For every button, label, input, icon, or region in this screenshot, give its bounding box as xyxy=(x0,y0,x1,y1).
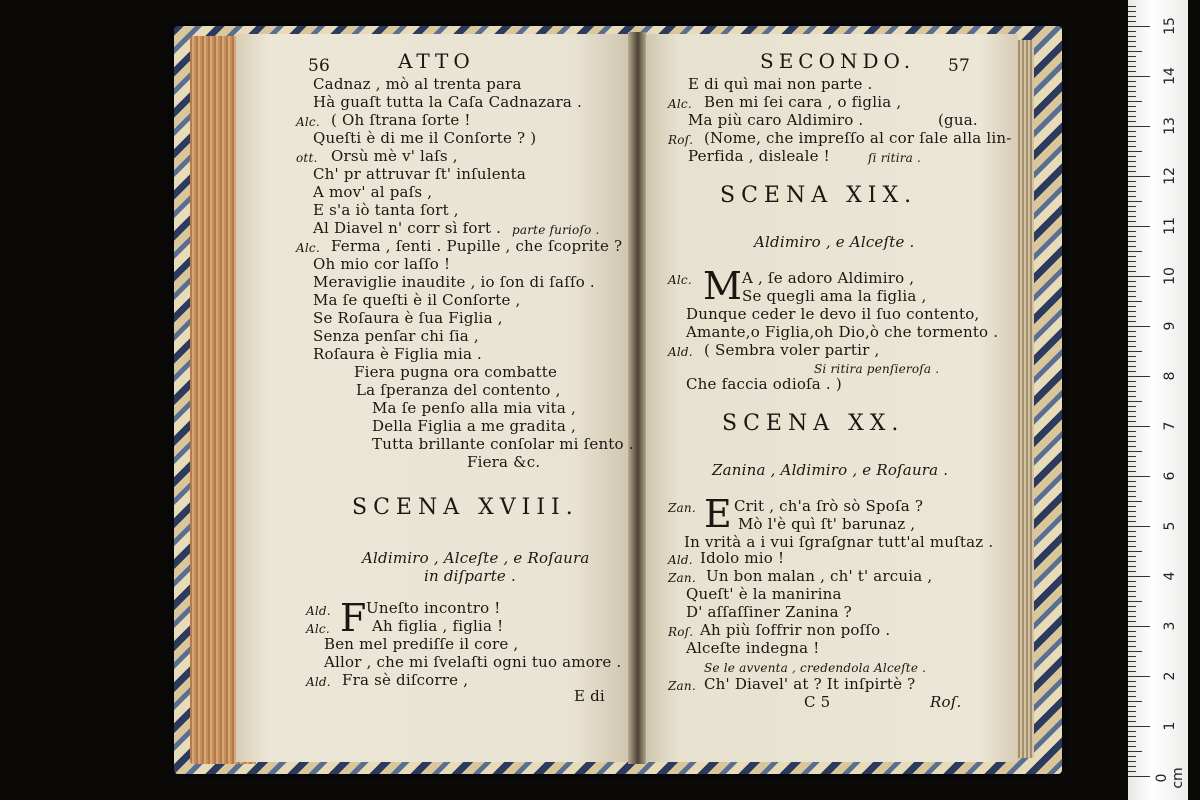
ruler-tick xyxy=(1128,516,1136,517)
ruler-tick xyxy=(1128,261,1136,262)
ruler-tick xyxy=(1128,226,1150,227)
ruler-tick xyxy=(1128,521,1136,522)
ruler-tick xyxy=(1128,641,1136,642)
text-line: Ah più ſoffrir non poſſo . xyxy=(700,621,891,639)
text-line: E di quì mai non parte . xyxy=(688,75,873,93)
ruler-tick xyxy=(1128,146,1136,147)
ruler-tick xyxy=(1128,156,1136,157)
text-line: Ferma , ſenti . Pupille , che ſcoprite ? xyxy=(331,237,623,255)
speaker-label: Zan. xyxy=(668,501,696,515)
ruler-tick xyxy=(1128,661,1136,662)
ruler-tick xyxy=(1128,596,1136,597)
speaker-label: Alc. xyxy=(296,115,320,129)
speaker-label: Ald. xyxy=(668,553,693,567)
drop-cap: M xyxy=(703,264,742,308)
ruler-tick xyxy=(1128,501,1142,502)
speaker-label: Alc. xyxy=(668,273,692,287)
ruler-tick xyxy=(1128,16,1136,17)
ruler-tick xyxy=(1128,531,1136,532)
right-running-head: SECONDO. xyxy=(760,49,916,73)
text-line: Ben mi ſei cara , o figlia , xyxy=(704,93,902,111)
text-line: Ben mel prediſſe il core , xyxy=(324,635,519,653)
ruler-tick xyxy=(1128,221,1136,222)
text-line: Senza penſar chi ſia , xyxy=(313,327,479,345)
text-line: Hà guaſt tutta la Caſa Cadnazara . xyxy=(313,93,582,111)
ruler-tick xyxy=(1128,136,1136,137)
ruler-tick xyxy=(1128,361,1136,362)
ruler-tick xyxy=(1128,741,1136,742)
ruler-tick xyxy=(1128,36,1136,37)
ruler-tick xyxy=(1128,496,1136,497)
ruler-tick xyxy=(1128,86,1136,87)
ruler-tick xyxy=(1128,431,1136,432)
text-line: Amante,o Figlia,oh Dio,ò che tormento . xyxy=(686,323,999,341)
ruler-tick xyxy=(1128,396,1136,397)
ruler-tick xyxy=(1128,711,1136,712)
ruler-tick xyxy=(1128,331,1136,332)
ruler-number: 15 xyxy=(1162,17,1178,35)
ruler-tick xyxy=(1128,406,1136,407)
ruler-tick xyxy=(1128,206,1136,207)
ruler-tick xyxy=(1128,381,1136,382)
ruler-tick xyxy=(1128,746,1136,747)
text-line: Meraviglie inaudite , io ſon di ſaſſo . xyxy=(313,273,595,291)
speaker-label: Ald. xyxy=(306,604,331,618)
ruler-tick xyxy=(1128,121,1136,122)
stage-direction: parte furioſo . xyxy=(512,223,600,237)
ruler-tick xyxy=(1128,41,1136,42)
ruler-tick xyxy=(1128,101,1142,102)
ruler-tick xyxy=(1128,536,1136,537)
scene-persons: Zanina , Aldimiro , e Roſaura . xyxy=(712,461,949,479)
ruler-tick xyxy=(1128,706,1136,707)
ruler-tick xyxy=(1128,176,1150,177)
speaker-label: Ald. xyxy=(306,675,331,689)
speaker-label: Alc. xyxy=(306,622,330,636)
ruler-tick xyxy=(1128,566,1136,567)
ruler-tick xyxy=(1128,6,1136,7)
scene-persons: Aldimiro , Alceſte , e Roſaura xyxy=(362,549,590,567)
speaker-label: Zan. xyxy=(668,679,696,693)
speaker-label: Roſ. xyxy=(668,625,694,639)
ruler-number: 7 xyxy=(1162,421,1178,431)
text-line: Che faccia odioſa . ) xyxy=(686,375,842,393)
ruler-tick xyxy=(1128,426,1150,427)
ruler-tick xyxy=(1128,656,1136,657)
ruler-tick xyxy=(1128,701,1142,702)
text-line: D' aſſaſſiner Zanina ? xyxy=(686,603,852,621)
ruler-tick xyxy=(1128,561,1136,562)
ruler-number: 12 xyxy=(1162,167,1178,185)
text-line: E s'a iò tanta ſort , xyxy=(313,201,459,219)
ruler-tick xyxy=(1128,386,1136,387)
ruler-tick xyxy=(1128,131,1136,132)
ruler-tick xyxy=(1128,676,1150,677)
text-line: Orsù mè v' laſs , xyxy=(331,147,458,165)
ruler-tick xyxy=(1128,511,1136,512)
ruler-tick xyxy=(1128,436,1136,437)
ruler-tick xyxy=(1128,196,1136,197)
text-line: Fiera pugna ora combatte xyxy=(354,363,558,381)
ruler-tick xyxy=(1128,336,1136,337)
ruler-tick xyxy=(1128,326,1150,327)
ruler-tick xyxy=(1128,571,1136,572)
text-line: Ma ſe penſo alla mia vita , xyxy=(372,399,576,417)
ruler-tick xyxy=(1128,471,1136,472)
ruler-tick xyxy=(1128,296,1136,297)
ruler-tick xyxy=(1128,651,1142,652)
left-page-number: 56 xyxy=(308,56,331,76)
text-line: Dunque ceder le devo il ſuo contento, xyxy=(686,305,980,323)
ruler-tick xyxy=(1128,671,1136,672)
signature-mark: C 5 xyxy=(804,693,831,711)
ruler-tick xyxy=(1128,461,1136,462)
ruler-tick xyxy=(1128,186,1136,187)
ruler-tick xyxy=(1128,371,1136,372)
text-line: Queſti è di me il Conſorte ? ) xyxy=(313,129,537,147)
speaker-label: Zan. xyxy=(668,571,696,585)
drop-cap: F xyxy=(340,596,367,640)
ruler-tick xyxy=(1128,71,1136,72)
text-line: Allor , che mi ſvelaſti ogni tuo amore . xyxy=(324,653,622,671)
ruler-tick xyxy=(1128,616,1136,617)
page-edges-right xyxy=(1018,40,1034,758)
ruler-tick xyxy=(1128,376,1150,377)
ruler-tick xyxy=(1128,546,1136,547)
ruler-tick xyxy=(1128,601,1142,602)
scene-title: SCENA XX. xyxy=(722,411,905,436)
ruler-tick xyxy=(1128,346,1136,347)
ruler-tick xyxy=(1128,486,1136,487)
text-line: A mov' al paſs , xyxy=(313,183,433,201)
ruler-tick xyxy=(1128,476,1150,477)
speaker-label: Alc. xyxy=(668,97,692,111)
ruler-tick xyxy=(1128,606,1136,607)
text-line: Ch' Diavel' at ? It inſpirtè ? xyxy=(704,675,916,693)
catchword: Roſ. xyxy=(930,693,962,711)
speaker-label: Alc. xyxy=(296,241,320,255)
ruler-tick xyxy=(1128,276,1150,277)
ruler-tick xyxy=(1128,611,1136,612)
drop-cap: E xyxy=(704,492,732,536)
ruler-tick xyxy=(1128,756,1136,757)
text-line: Queſt' è la manirina xyxy=(686,585,842,603)
ruler-tick xyxy=(1128,111,1136,112)
ruler-tick xyxy=(1128,256,1136,257)
ruler-tick xyxy=(1128,576,1150,577)
ruler-number: 8 xyxy=(1162,371,1178,381)
ruler-number: 14 xyxy=(1162,67,1178,85)
ruler-tick xyxy=(1128,446,1136,447)
ruler-tick xyxy=(1128,106,1136,107)
ruler-tick xyxy=(1128,191,1136,192)
ruler-tick xyxy=(1128,151,1142,152)
ruler-tick xyxy=(1128,351,1142,352)
text-line: Oh mio cor laſſo ! xyxy=(313,255,451,273)
ruler-tick xyxy=(1128,391,1136,392)
ruler-tick xyxy=(1128,736,1136,737)
ruler-tick xyxy=(1128,466,1136,467)
text-line: Ah figlia , figlia ! xyxy=(372,617,504,635)
scene-persons: Aldimiro , e Alceſte . xyxy=(754,233,915,251)
ruler-tick xyxy=(1128,286,1136,287)
ruler-tick xyxy=(1128,341,1136,342)
ruler-tick xyxy=(1128,621,1136,622)
ruler-tick xyxy=(1128,91,1136,92)
ruler-tick xyxy=(1128,81,1136,82)
ruler-tick xyxy=(1128,731,1136,732)
ruler-tick xyxy=(1128,266,1136,267)
ruler-tick xyxy=(1128,456,1136,457)
text-line: Tutta brillante conſolar mi ſento . xyxy=(372,435,634,453)
scene-persons: in diſparte . xyxy=(424,567,516,585)
ruler-tick xyxy=(1128,96,1136,97)
ruler-tick xyxy=(1128,311,1136,312)
ruler-tick xyxy=(1128,691,1136,692)
ruler-tick xyxy=(1128,631,1136,632)
ruler-tick xyxy=(1128,681,1136,682)
text-line: Ch' pr attruvar ſt' inſulenta xyxy=(313,165,527,183)
ruler-tick xyxy=(1128,451,1142,452)
gutter xyxy=(628,32,646,764)
ruler-tick xyxy=(1128,771,1136,772)
text-line: ( Oh ſtrana ſorte ! xyxy=(331,111,471,129)
text-line: Fra sè diſcorre , xyxy=(342,671,469,689)
text-line: Ma ſe queſti è il Conſorte , xyxy=(313,291,521,309)
ruler-tick xyxy=(1128,751,1142,752)
ruler-tick xyxy=(1128,591,1136,592)
ruler-tick xyxy=(1128,246,1136,247)
ruler-tick xyxy=(1128,46,1136,47)
ruler-tick xyxy=(1128,356,1136,357)
ruler-tick xyxy=(1128,766,1136,767)
catchword: E di xyxy=(574,687,605,705)
ruler-tick xyxy=(1128,271,1136,272)
text-line: (Nome, che impreſſo al cor ſale alla lin- xyxy=(704,129,1012,147)
text-line: Un bon malan , ch' t' arcuia , xyxy=(706,567,933,585)
ruler-tick xyxy=(1128,126,1150,127)
ruler-tick xyxy=(1128,541,1136,542)
ruler-tick xyxy=(1128,51,1142,52)
ruler-number: 11 xyxy=(1162,217,1178,235)
ruler-tick xyxy=(1128,726,1150,727)
text-line: Crit , ch'a ſrò sò Spoſa ? xyxy=(734,497,924,515)
ruler-tick xyxy=(1128,66,1136,67)
ruler-tick xyxy=(1128,241,1136,242)
ruler-tick xyxy=(1128,306,1136,307)
ruler-tick xyxy=(1128,251,1142,252)
ruler-tick xyxy=(1128,411,1136,412)
ruler-tick xyxy=(1128,421,1136,422)
text-line: ( Sembra voler partir , xyxy=(704,341,880,359)
text-line: La ſperanza del contento , xyxy=(356,381,561,399)
ruler-tick xyxy=(1128,301,1142,302)
speaker-label: Ald. xyxy=(668,345,693,359)
text-line: Se quegli ama la figlia , xyxy=(742,287,927,305)
ruler-tick xyxy=(1128,416,1136,417)
ruler-tick xyxy=(1128,761,1136,762)
ruler-tick xyxy=(1128,281,1136,282)
ruler-tick xyxy=(1128,551,1142,552)
text-line: Ma più caro Aldimiro . xyxy=(688,111,864,129)
ruler-tick xyxy=(1128,26,1150,27)
ruler-number: 4 xyxy=(1162,571,1178,581)
ruler-tick xyxy=(1128,491,1136,492)
ruler-tick xyxy=(1128,696,1136,697)
ruler-tick xyxy=(1128,166,1136,167)
text-line: Al Diavel n' corr sì fort . xyxy=(313,219,502,237)
ruler-tick xyxy=(1128,56,1136,57)
ruler-tick xyxy=(1128,666,1136,667)
ruler-tick xyxy=(1128,321,1136,322)
ruler-tick xyxy=(1128,441,1136,442)
ruler-tick xyxy=(1128,161,1136,162)
text-line: Uneſto incontro ! xyxy=(366,599,501,617)
ruler-tick xyxy=(1128,231,1136,232)
text-line: Idolo mio ! xyxy=(700,549,785,567)
ruler-number: 3 xyxy=(1162,621,1178,631)
ruler-tick xyxy=(1128,626,1150,627)
scale-ruler xyxy=(1128,0,1188,800)
text-line: Della Figlia a me gradita , xyxy=(372,417,576,435)
ruler-tick xyxy=(1128,116,1136,117)
text-line: Se Roſaura è ſua Figlia , xyxy=(313,309,503,327)
text-line: Fiera &c. xyxy=(467,453,541,471)
stage-direction: Se le avventa , credendola Alceſte . xyxy=(704,661,927,675)
scene-title: SCENA XIX. xyxy=(720,183,918,208)
scene-title: SCENA XVIII. xyxy=(352,495,579,520)
ruler-tick xyxy=(1128,586,1136,587)
ruler-tick xyxy=(1128,481,1136,482)
ruler-tick xyxy=(1128,76,1150,77)
ruler-tick xyxy=(1128,61,1136,62)
ruler-tick xyxy=(1128,366,1136,367)
ruler-tick xyxy=(1128,506,1136,507)
ruler-tick xyxy=(1128,776,1150,777)
ruler-tick xyxy=(1128,316,1136,317)
ruler-unit-label: 0 cm xyxy=(1154,767,1186,789)
ruler-number: 5 xyxy=(1162,521,1178,531)
ruler-tick xyxy=(1128,181,1136,182)
ruler-number: 2 xyxy=(1162,671,1178,681)
ruler-tick xyxy=(1128,646,1136,647)
stage-direction: ſi ritira . xyxy=(868,151,922,165)
speaker-label: ott. xyxy=(296,151,318,165)
ruler-tick xyxy=(1128,21,1136,22)
ruler-number: 10 xyxy=(1162,267,1178,285)
ruler-tick xyxy=(1128,291,1136,292)
speaker-label: Roſ. xyxy=(668,133,694,147)
text-line: Roſaura è Figlia mia . xyxy=(313,345,483,363)
ruler-tick xyxy=(1128,236,1136,237)
ruler-tick xyxy=(1128,31,1136,32)
text-line: Cadnaz , mò al trenta para xyxy=(313,75,522,93)
ruler-tick xyxy=(1128,526,1150,527)
right-page-number: 57 xyxy=(948,56,971,76)
ruler-tick xyxy=(1128,11,1136,12)
ruler-tick xyxy=(1128,211,1136,212)
ruler-tick xyxy=(1128,686,1136,687)
ruler-tick xyxy=(1128,721,1136,722)
text-line: Mò l'è quì ſt' barunaz , xyxy=(738,515,916,533)
text-line: Alceſte indegna ! xyxy=(686,639,820,657)
ruler-tick xyxy=(1128,401,1142,402)
ruler-number: 1 xyxy=(1162,721,1178,731)
text-line: (gua. xyxy=(938,111,978,129)
ruler-tick xyxy=(1128,171,1136,172)
ruler-tick xyxy=(1128,201,1142,202)
text-line: A , ſe adoro Aldimiro , xyxy=(742,269,915,287)
ruler-tick xyxy=(1128,141,1136,142)
ruler-number: 13 xyxy=(1162,117,1178,135)
left-running-head: ATTO xyxy=(398,49,475,73)
ruler-number: 9 xyxy=(1162,321,1178,331)
ruler-tick xyxy=(1128,216,1136,217)
text-line: In vrità a i vui ſgraſgnar tutt'al muſtaz . xyxy=(684,533,994,551)
ruler-tick xyxy=(1128,716,1136,717)
stage-direction: Si ritira penſieroſa . xyxy=(814,362,940,376)
ruler-tick xyxy=(1128,556,1136,557)
text-line: Perfida , disleale ! xyxy=(688,147,830,165)
ruler-tick xyxy=(1128,636,1136,637)
ruler-tick xyxy=(1128,581,1136,582)
ruler-number: 6 xyxy=(1162,471,1178,481)
